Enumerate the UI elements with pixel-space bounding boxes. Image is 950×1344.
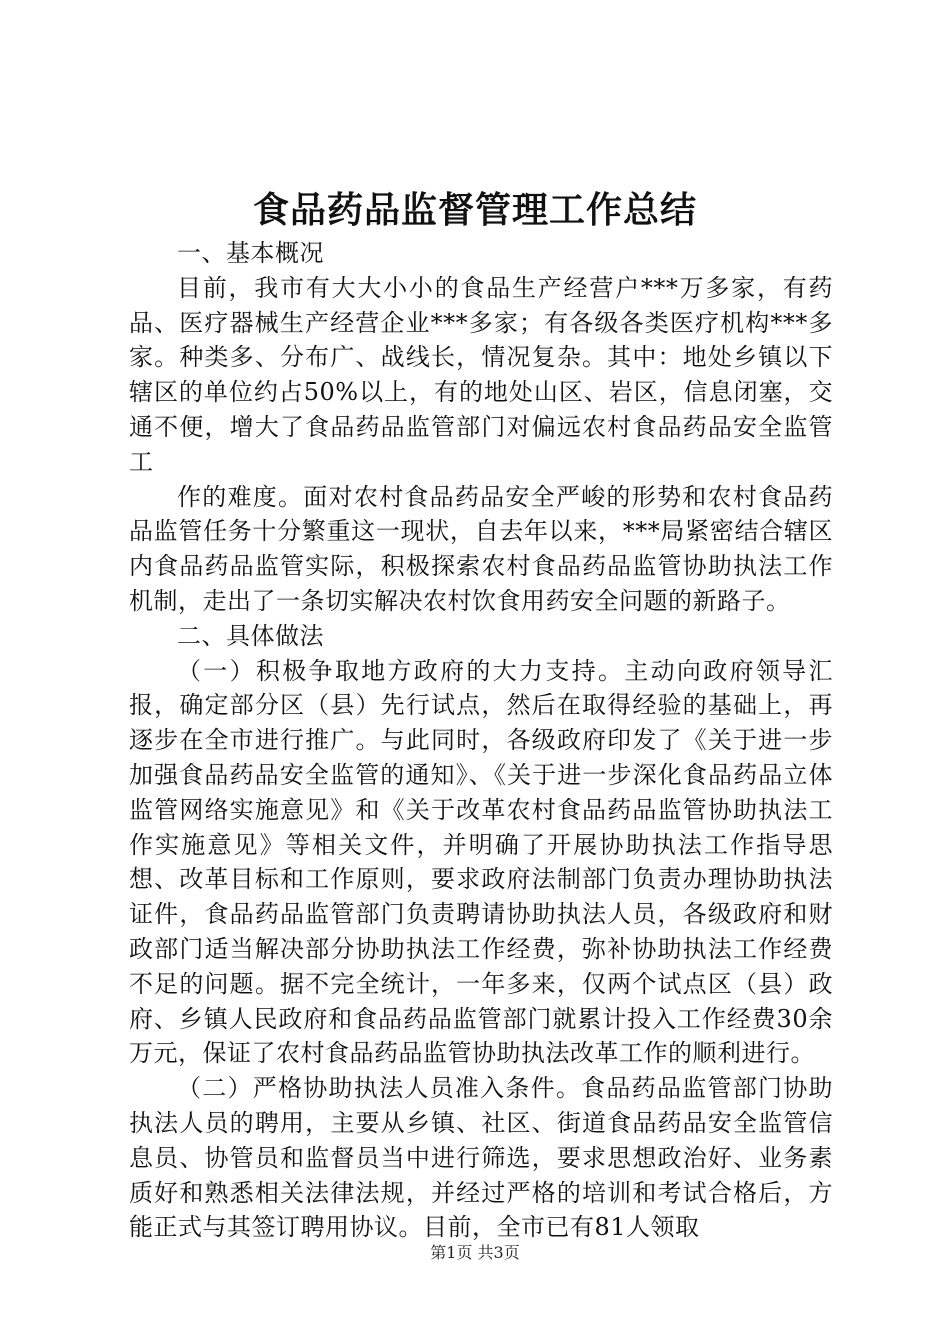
paragraph: 目前，我市有大大小小的食品生产经营户***万多家，有药品、医疗器械生产经营企业***多家；有各级各类医疗机构***多家。种类多、分布广、战线长，情况复杂。其中：地处乡镇以下辖区的单位约占50%以上，有的地处山区、岩区，信息闭塞，交通不便，增大了食品药品监管部门对偏远农村食品药品安全监管工 bbox=[129, 273, 833, 476]
document-body bbox=[129, 236, 833, 1245]
document-title: 食品药品监督管理工作总结 bbox=[252, 189, 697, 231]
paragraph: （二）严格协助执法人员准入条件。食品药品监管部门协助执法人员的聘用，主要从乡镇、社区、街道食品药品安全监管信息员、协管员和监督员当中进行筛选，要求思想政治好、业务素质好和熟悉相关法律法规，并经过严格的培训和考试合格后，方能正式与其签订聘用协议。目前，全市已有81人领取 bbox=[129, 1074, 833, 1242]
paragraph: （一）积极争取地方政府的大力支持。主动向政府领导汇报，确定部分区（县）先行试点，然后在取得经验的基础上，再逐步在全市进行推广。与此同时，各级政府印发了《关于进一步加强食品药品安全监管的通知》、《关于进一步深化食品药品立体监管网络实施意见》和《关于改革农村食品药品监管协助执法工作实施意见》等相关文件，并明确了开展协助执法工作指导思想、改革目标和工作原则，要求政府法制部门负责办理协助执法证件，食品药品监管部门负责聘请协助执法人员，各级政府和财政部门适当解决部分协助执法工作经费，弥补协助执法工作经费不足的问题。据不完全统计，一年多来，仅两个试点区（县）政府、乡镇人民政府和食品药品监管部门就累计投入工作经费30余万元，保证了农村食品药品监管协助执法改革工作的顺利进行。 bbox=[129, 656, 833, 1068]
paragraph: 作的难度。面对农村食品药品安全严峻的形势和农村食品药品监管任务十分繁重这一现状，自去年以来，***局紧密结合辖区内食品药品监管实际，积极探索农村食品药品监管协助执法工作机制，走出了一条切实解决农村饮食用药安全问题的新路子。 bbox=[129, 482, 833, 615]
page-footer: 第1页 共3页 bbox=[430, 1243, 520, 1262]
section-heading-basic: 一、基本概况 bbox=[177, 239, 324, 267]
section-heading-methods: 二、具体做法 bbox=[177, 621, 324, 650]
